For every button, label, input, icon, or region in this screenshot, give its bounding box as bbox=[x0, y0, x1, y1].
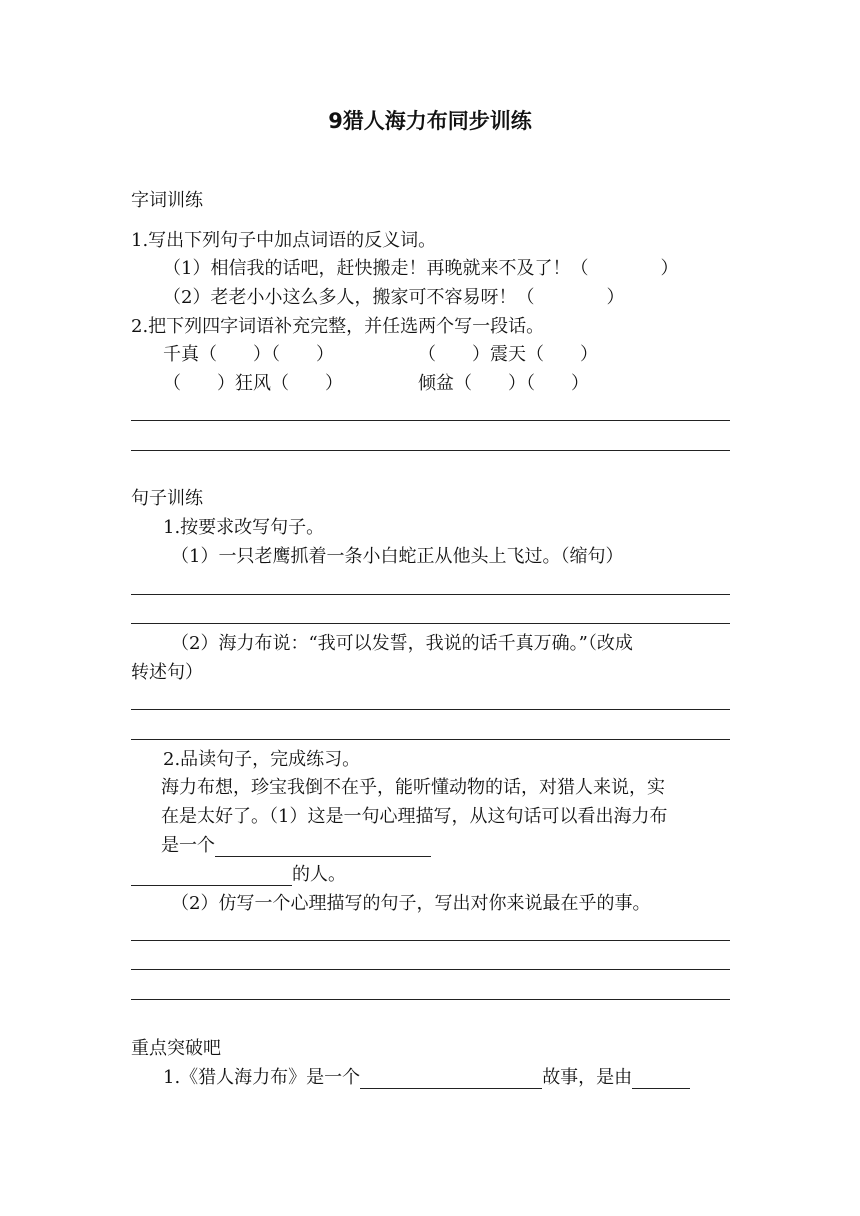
fill-in-blank[interactable] bbox=[360, 1070, 542, 1089]
answer-line[interactable] bbox=[131, 450, 730, 451]
fill-in-blank[interactable] bbox=[131, 867, 292, 886]
section-heading-focus: 重点突破吧 bbox=[131, 1038, 221, 1059]
idiom-blank-3: （ ）狂风（ ） bbox=[163, 373, 343, 394]
fill-in-blank[interactable] bbox=[215, 838, 431, 857]
sentence-question-2-item-2: （2）仿写一个心理描写的句子，写出对你来说最在乎的事。 bbox=[171, 893, 651, 914]
word-question-1: 1.写出下列句子中加点词语的反义词。 bbox=[131, 230, 437, 251]
answer-line[interactable] bbox=[131, 969, 730, 970]
answer-line[interactable] bbox=[131, 999, 730, 1000]
fill-in-blank[interactable] bbox=[632, 1070, 690, 1089]
passage-line-3 bbox=[161, 835, 431, 857]
focus-question-1 bbox=[163, 1067, 690, 1089]
word-question-1-item-2: （2）老老小小这么多人，搬家可不容易呀！（ ） bbox=[163, 287, 625, 308]
sentence-question-1-item-1: （1）一只老鹰抓着一条小白蛇正从他头上飞过。（缩句） bbox=[171, 546, 624, 567]
sentence-question-2: 2.品读句子，完成练习。 bbox=[163, 749, 361, 770]
idiom-blank-4: 倾盆（ ）（ ） bbox=[418, 373, 589, 394]
focus-question-1-text-a: 1.《猎人海力布》是一个 bbox=[163, 1067, 361, 1088]
passage-line-4 bbox=[131, 864, 346, 886]
section-heading-sentence: 句子训练 bbox=[131, 488, 203, 509]
passage-line-4-text: 的人。 bbox=[292, 864, 346, 885]
passage-line-3-text: 是一个 bbox=[161, 835, 215, 856]
answer-line[interactable] bbox=[131, 709, 730, 710]
answer-line[interactable] bbox=[131, 623, 730, 624]
passage-line-1: 海力布想，珍宝我倒不在乎，能听懂动物的话，对猎人来说，实 bbox=[161, 777, 665, 798]
focus-question-1-text-b: 故事，是由 bbox=[542, 1067, 633, 1088]
idiom-blank-2: （ ）震天（ ） bbox=[418, 344, 598, 365]
passage-line-2: 在是太好了。（1）这是一句心理描写，从这句话可以看出海力布 bbox=[161, 806, 668, 827]
word-question-1-item-1: （1）相信我的话吧，赶快搬走！再晚就来不及了！（ ） bbox=[163, 258, 679, 279]
answer-line[interactable] bbox=[131, 594, 730, 595]
answer-line[interactable] bbox=[131, 940, 730, 941]
answer-line[interactable] bbox=[131, 739, 730, 740]
word-question-2: 2.把下列四字词语补充完整，并任选两个写一段话。 bbox=[131, 316, 545, 337]
sentence-question-1: 1.按要求改写句子。 bbox=[163, 517, 325, 538]
sentence-question-1-item-2: （2）海力布说：“我可以发誓，我说的话千真万确。”（改成 bbox=[171, 633, 633, 654]
idiom-blank-1: 千真（ ）（ ） bbox=[163, 344, 334, 365]
sentence-question-1-item-2-cont: 转述句） bbox=[131, 662, 203, 683]
answer-line[interactable] bbox=[131, 420, 730, 421]
page-title: 9猎人海力布同步训练 bbox=[328, 109, 532, 133]
section-heading-word: 字词训练 bbox=[131, 190, 203, 211]
